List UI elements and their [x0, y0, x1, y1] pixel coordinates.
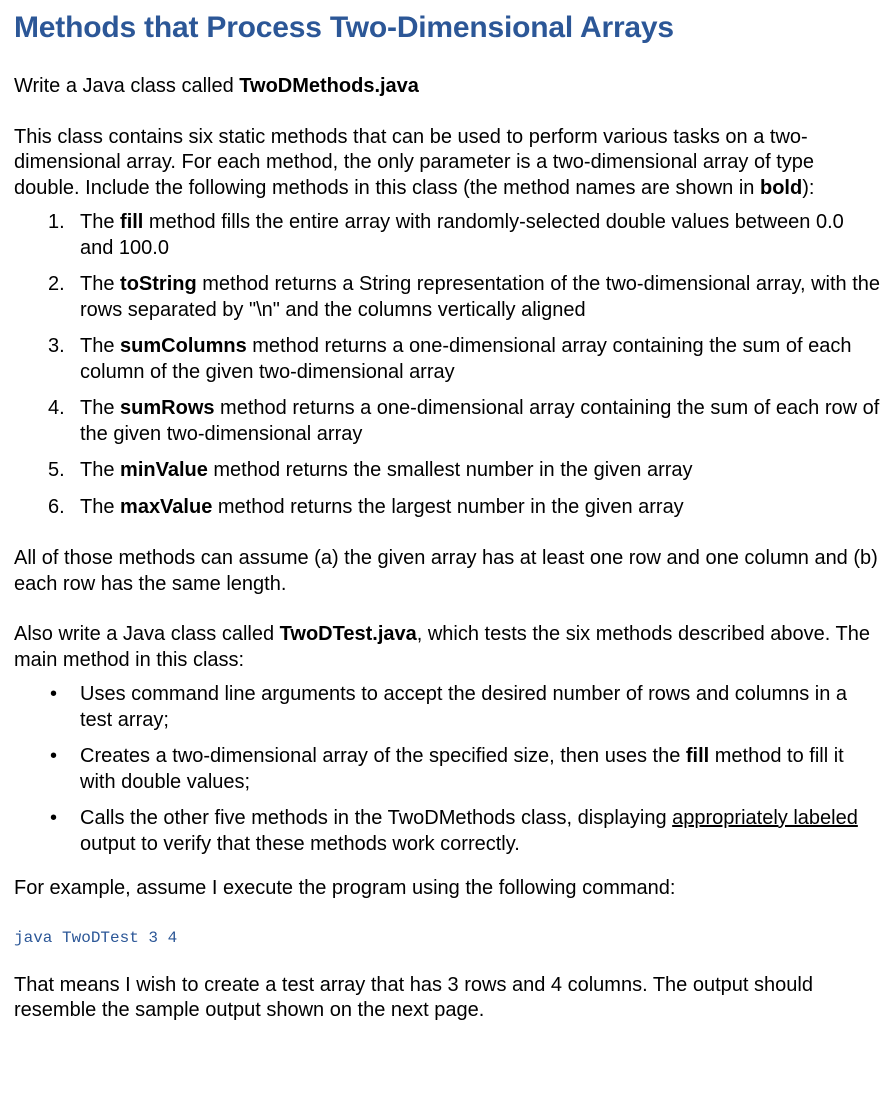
- method-item: [14, 495, 882, 521]
- bullet-text: output to verify that these methods work correctly.: [80, 832, 520, 855]
- bullet-item: [14, 682, 882, 733]
- method-name: sumRows: [120, 397, 215, 419]
- method-item: [14, 458, 882, 484]
- method-number: 1.: [48, 211, 65, 233]
- method-pre: The: [80, 211, 121, 233]
- command-line-example: java TwoDTest 3 4: [14, 928, 178, 947]
- method-number: 4.: [48, 397, 65, 419]
- bullet-text: Uses command line arguments to accept the desired number of rows and columns in a test array;: [80, 683, 848, 731]
- bullet-icon: •: [50, 745, 58, 767]
- test-class-suffix: , which tests the six methods described above. The main method in this class:: [14, 623, 870, 671]
- main-method-list: [14, 682, 882, 857]
- method-item: [14, 334, 882, 385]
- test-class-paragraph: [14, 622, 882, 673]
- bullet-text: method to fill it with double values;: [80, 745, 844, 793]
- test-class-name: TwoDTest.java: [279, 623, 417, 645]
- method-number: 6.: [48, 495, 65, 518]
- method-pre: The: [80, 273, 121, 295]
- bullet-item: [14, 806, 882, 857]
- conclusion-paragraph: That means I wish to create a test array that has 3 rows and 4 columns. The output should resemble the sample output shown on the next page.: [14, 973, 813, 1021]
- method-item: [14, 396, 882, 447]
- method-pre: The: [80, 335, 121, 357]
- assumptions-paragraph: All of those methods can assume (a) the given array has at least one row and one column and (b) each row has the same length.: [14, 547, 878, 595]
- methods-class-name: TwoDMethods.java: [239, 75, 419, 97]
- page-title: Methods that Process Two-Dimensional Arrays: [14, 11, 674, 44]
- method-description: method returns the largest number in the given array: [212, 495, 684, 518]
- method-name: toString: [120, 273, 197, 295]
- description-paragraph: [14, 125, 882, 202]
- example-intro: For example, assume I execute the program using the following command:: [14, 877, 676, 899]
- bullet-text: Calls the other five methods in the TwoDMethods class, displaying: [80, 807, 673, 829]
- method-item: [14, 272, 882, 323]
- bullet-underlined-text: appropriately labeled: [672, 807, 858, 829]
- methods-list: [14, 210, 882, 520]
- method-item: [14, 210, 882, 261]
- method-description: method returns a one-dimensional array containing the sum of each row of the given two-dimensional array: [80, 397, 880, 445]
- method-pre: The: [80, 495, 121, 518]
- method-number: 5.: [48, 459, 65, 481]
- method-name: fill: [120, 211, 144, 233]
- bullet-text: Creates a two-dimensional array of the specified size, then uses the: [80, 745, 686, 767]
- method-description: method returns a one-dimensional array containing the sum of each column of the given two-dimensional array: [80, 335, 852, 383]
- method-name: maxValue: [120, 495, 213, 518]
- bullet-bold-method: fill: [685, 745, 710, 767]
- method-description: method returns the smallest number in the given array: [207, 459, 693, 481]
- method-name: sumColumns: [120, 335, 247, 357]
- method-pre: The: [80, 459, 121, 481]
- method-number: 2.: [48, 273, 65, 295]
- intro-paragraph: [14, 74, 882, 100]
- description-part1: This class contains six static methods that can be used to perform various tasks on a two-dimensional array. For each method, the only parameter is a two-dimensional array of type double. Include the following methods in this class (the method names are shown in: [14, 125, 815, 199]
- description-bold-word: bold: [759, 176, 803, 199]
- test-class-prefix: Also write a Java class called: [14, 623, 280, 645]
- bullet-icon: •: [50, 807, 58, 829]
- method-description: method fills the entire array with randomly-selected double values between 0.0 and 100.0: [80, 211, 844, 259]
- method-description: method returns a String representation of the two-dimensional array, with the rows separated by "\n" and the columns vertically aligned: [80, 273, 880, 321]
- bullet-item: [14, 744, 882, 795]
- bullet-icon: •: [50, 683, 58, 705]
- method-number: 3.: [48, 335, 65, 357]
- method-name: minValue: [120, 459, 208, 481]
- method-pre: The: [80, 397, 121, 419]
- intro-prefix: Write a Java class called: [14, 75, 240, 97]
- description-part2: ):: [802, 176, 815, 199]
